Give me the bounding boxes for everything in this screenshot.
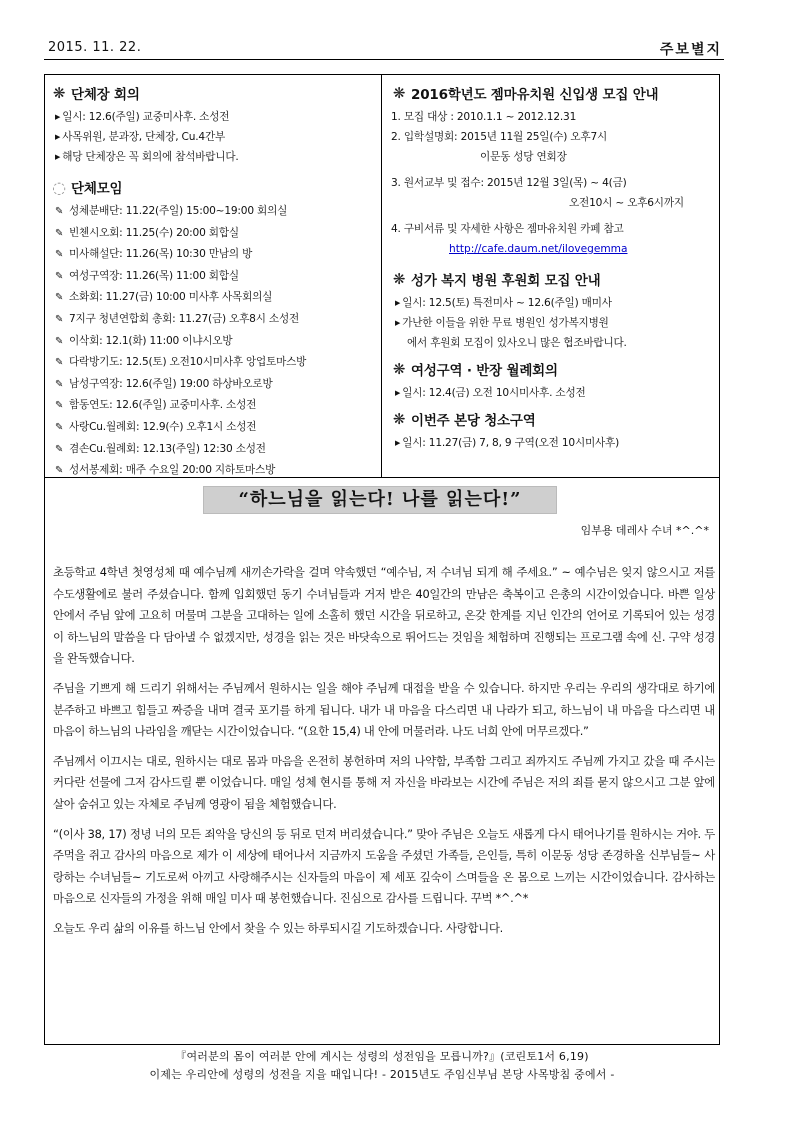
list-item: ▶ 가난한 이들을 위한 무료 병원인 성가복지병원 bbox=[395, 317, 609, 329]
list-item: ▶ 일시: 11.27(금) 7, 8, 9 구역(오전 10시미사후) bbox=[395, 437, 620, 449]
dotted-circle-icon: ◌ bbox=[52, 177, 66, 197]
list-item: ✎ 남성구역장: 12.6(주일) 19:00 하상바오로방 bbox=[51, 374, 377, 396]
snowflake-icon: ❋ bbox=[392, 410, 406, 428]
bullet-icon: ▶ bbox=[395, 299, 401, 307]
section-title-cleaning: ❋ 이번주 본당 청소구역 bbox=[392, 410, 536, 429]
paragraph: 오늘도 우리 삶의 이유를 하느님 안에서 찾을 수 있는 하루되시길 기도하겠습니다. 사랑합니다. bbox=[53, 920, 503, 935]
list-item: ▶ 일시: 12.6(주일) 교중미사후. 소성전 bbox=[55, 111, 230, 123]
list-item-cont: 오전10시 ~ 오후6시까지 bbox=[569, 197, 684, 209]
list-item: ✎ 빈첸시오회: 11.25(수) 20:00 회합실 bbox=[51, 223, 377, 245]
pencil-icon: ✎ bbox=[55, 206, 64, 217]
section-title-groups: ◌ 단체모임 bbox=[52, 177, 123, 197]
list-item: ✎ 소화회: 11.27(금) 10:00 미사후 사목회의실 bbox=[51, 287, 377, 309]
snowflake-icon: ❋ bbox=[392, 270, 406, 288]
list-item: ✎ 겸손Cu.월례회: 12.13(주일) 12:30 소성전 bbox=[51, 439, 377, 461]
snowflake-icon: ❋ bbox=[392, 360, 406, 378]
issue-date: 2015. 11. 22. bbox=[48, 40, 142, 55]
list-item: 1. 모집 대상 : 2010.1.1 ~ 2012.12.31 bbox=[391, 111, 577, 123]
section-title-kindergarten: ❋ 2016학년도 젬마유치원 신입생 모집 안내 bbox=[392, 84, 659, 103]
pencil-icon: ✎ bbox=[55, 421, 64, 433]
pencil-icon: ✎ bbox=[55, 227, 64, 239]
section-title-women: ❋ 여성구역 · 반장 월례회의 bbox=[392, 360, 558, 379]
article-title: “하느님을 읽는다! 나를 읽는다!” bbox=[203, 486, 557, 514]
list-item: ▶ 일시: 12.5(토) 특전미사 ~ 12.6(주일) 매미사 bbox=[395, 297, 612, 309]
footer bbox=[44, 1048, 720, 1084]
pencil-icon: ✎ bbox=[55, 292, 64, 304]
article-author: 임부용 데레사 수녀 *^.^* bbox=[580, 524, 709, 537]
list-item: ✎ 여성구역장: 11.26(목) 11:00 회합실 bbox=[51, 266, 377, 288]
bullet-icon: ▶ bbox=[395, 439, 401, 447]
list-item: ▶ 사목위원, 분과장, 단체장, Cu.4간부 bbox=[55, 131, 226, 143]
footer-quote: 『여러분의 몸이 여러분 안에 계시는 성령의 성전임을 모릅니까?』(코린토1서 6,19) bbox=[175, 1050, 589, 1063]
pencil-icon: ✎ bbox=[55, 400, 64, 412]
paragraph: 초등학교 4학년 첫영성체 때 예수님께 새끼손가락을 걸며 약속했던 “예수님, 저 수녀님 되게 해 주세요.” ~ 예수님은 잊지 않으시고 저를 수도생활에로 불러 주셨습니다. 함께 입회했던 동기 수녀님들과 거저 받은 40일간의 만남은 축복이고 은총의 시간이었습니다. 바쁜 일상 안에서 주님 앞에 고요히 머물며 그분을 고대하는 일에 소홀히 했던 시간을 뒤로하고, 온갖 한계를 지닌 인간의 언어로 기록되어 있는 성경이 하느님의 말씀을 다 담아낼 수 없겠지만, 성경을 읽는 것은 바닷속으로 뛰어드는 것임을 체험하며 진행되는 프로그램 속에 신. 구약 성경을 완독했습니다. bbox=[53, 565, 715, 666]
pencil-icon: ✎ bbox=[55, 335, 64, 347]
paragraph: “(이사 38, 17) 정녕 너의 모든 죄악을 당신의 등 뒤로 던져 버리셨습니다.” 맞아 주님은 오늘도 새롭게 다시 태어나기를 원하시는 거야. 두 주먹을 쥐고 감사의 마음으로 제가 이 세상에 태어나서 지금까지 도움을 주셨던 가족들, 은인들, 특히 이문동 성당 존경하올 신부님들~ 사랑하는 수녀님들~ 기도로써 아끼고 사랑해주시는 신자들의 마음이 제 세포 깊숙이 스며들을 온 몸으로 느끼는 시간이었습니다. 감사하는 마음으로 신자들의 가정을 위해 매일 미사 때 봉헌했습니다. 진심으로 감사를 드립니다. 꾸벅 *^.^* bbox=[53, 826, 715, 906]
list-item: 2. 입학설명회: 2015년 11월 25일(수) 오후7시 bbox=[391, 131, 608, 143]
pencil-icon: ✎ bbox=[55, 270, 64, 282]
header-divider bbox=[44, 59, 724, 60]
pencil-icon: ✎ bbox=[55, 465, 64, 477]
list-item: ✎ 성체분배단: 11.22(주일) 15:00~19:00 회의실 bbox=[51, 201, 377, 223]
snowflake-icon: ❋ bbox=[392, 84, 406, 102]
page-header bbox=[44, 38, 724, 60]
pencil-icon: ✎ bbox=[55, 378, 64, 390]
right-column bbox=[391, 83, 717, 453]
column-divider bbox=[381, 75, 382, 477]
list-item: ✎ 성서봉제회: 매주 수요일 20:00 지하토마스방 bbox=[51, 460, 377, 482]
bulletin-title: 주보별지 bbox=[659, 42, 722, 58]
bullet-icon: ▶ bbox=[395, 389, 401, 397]
list-item-cont: 에서 후원회 모집이 있사오니 많은 협조바랍니다. bbox=[407, 337, 627, 349]
list-item: ▶ 해당 단체장은 꼭 회의에 참석바랍니다. bbox=[55, 151, 239, 163]
paragraph: 주님을 기쁘게 해 드리기 위해서는 주님께서 원하시는 일을 해야 주님께 대접을 받을 수 있습니다. 하지만 우리는 우리의 생각대로 하기에 분주하고 바쁘고 힘들고 짜증을 내며 결국 포기를 하게 됩니다. 내가 내 마음을 다스리면 내 나라가 되고, 하느님이 내 마음을 다스리면 내 마음이 하느님의 나라임을 깨닫는 시간이었습니다. “(요한 15,4) 내 안에 머물러라. 나도 너희 안에 머무르겠다.” bbox=[53, 680, 715, 739]
list-item: 3. 원서교부 및 접수: 2015년 12월 3일(목) ~ 4(금) bbox=[391, 177, 627, 189]
left-column bbox=[51, 83, 377, 482]
pencil-icon: ✎ bbox=[55, 249, 64, 261]
list-item: ▶ 일시: 12.4(금) 오전 10시미사후. 소성전 bbox=[395, 387, 586, 399]
bullet-icon: ▶ bbox=[55, 133, 61, 141]
pencil-icon: ✎ bbox=[55, 443, 64, 455]
list-item: ✎ 다락방기도: 12.5(토) 오전10시미사후 앙업토마스방 bbox=[51, 352, 377, 374]
bullet-icon: ▶ bbox=[55, 153, 61, 161]
section-title-hospital: ❋ 성가 복지 병원 후원회 모집 안내 bbox=[392, 270, 601, 289]
list-item-cont: 이문동 성당 연회장 bbox=[480, 151, 567, 163]
list-item: ✎ 이삭회: 12.1(화) 11:00 이냐시오방 bbox=[51, 331, 377, 353]
pencil-icon: ✎ bbox=[55, 313, 64, 325]
list-item: ✎ 미사해설단: 11.26(목) 10:30 만남의 방 bbox=[51, 244, 377, 266]
section-title-meeting: ❋ 단체장 회의 bbox=[52, 84, 140, 103]
pencil-icon: ✎ bbox=[55, 357, 64, 369]
cafe-link[interactable]: http://cafe.daum.net/ilovegemma bbox=[449, 243, 628, 255]
notices-box bbox=[44, 74, 720, 478]
list-item: ✎ 7지구 청년연합회 총회: 11.27(금) 오후8시 소성전 bbox=[51, 309, 377, 331]
list-item: ✎ 함동연도: 12.6(주일) 교중미사후. 소성전 bbox=[51, 395, 377, 417]
list-item: ✎ 사랑Cu.월례회: 12.9(수) 오후1시 소성전 bbox=[51, 417, 377, 439]
bullet-icon: ▶ bbox=[55, 113, 61, 121]
list-item: 4. 구비서류 및 자세한 사항은 젬마유치원 카페 참고 bbox=[391, 223, 624, 235]
article-body bbox=[53, 562, 715, 948]
paragraph: 주님께서 이끄시는 대로, 원하시는 대로 몸과 마음을 온전히 봉헌하며 저의 나약함, 부족함 그리고 죄까지도 주님께 가지고 갔을 때 주시는 커다란 선물에 그저 감사드릴 뿐 이었습니다. 매일 성체 현시를 통해 저 자신을 바라보는 시간에 주님은 저의 죄를 묻지 않으시고 그분 앞에 살아 숨쉬고 있는 자체로 주님께 영광이 됨을 체험했습니다. bbox=[53, 753, 715, 811]
article-box bbox=[44, 478, 720, 1045]
bullet-icon: ▶ bbox=[395, 319, 401, 327]
footer-motto: 이제는 우리안에 성령의 성전을 지을 때입니다! - 2015년도 주임신부님 본당 사목방침 중에서 - bbox=[149, 1068, 615, 1081]
snowflake-icon: ❋ bbox=[52, 84, 66, 102]
